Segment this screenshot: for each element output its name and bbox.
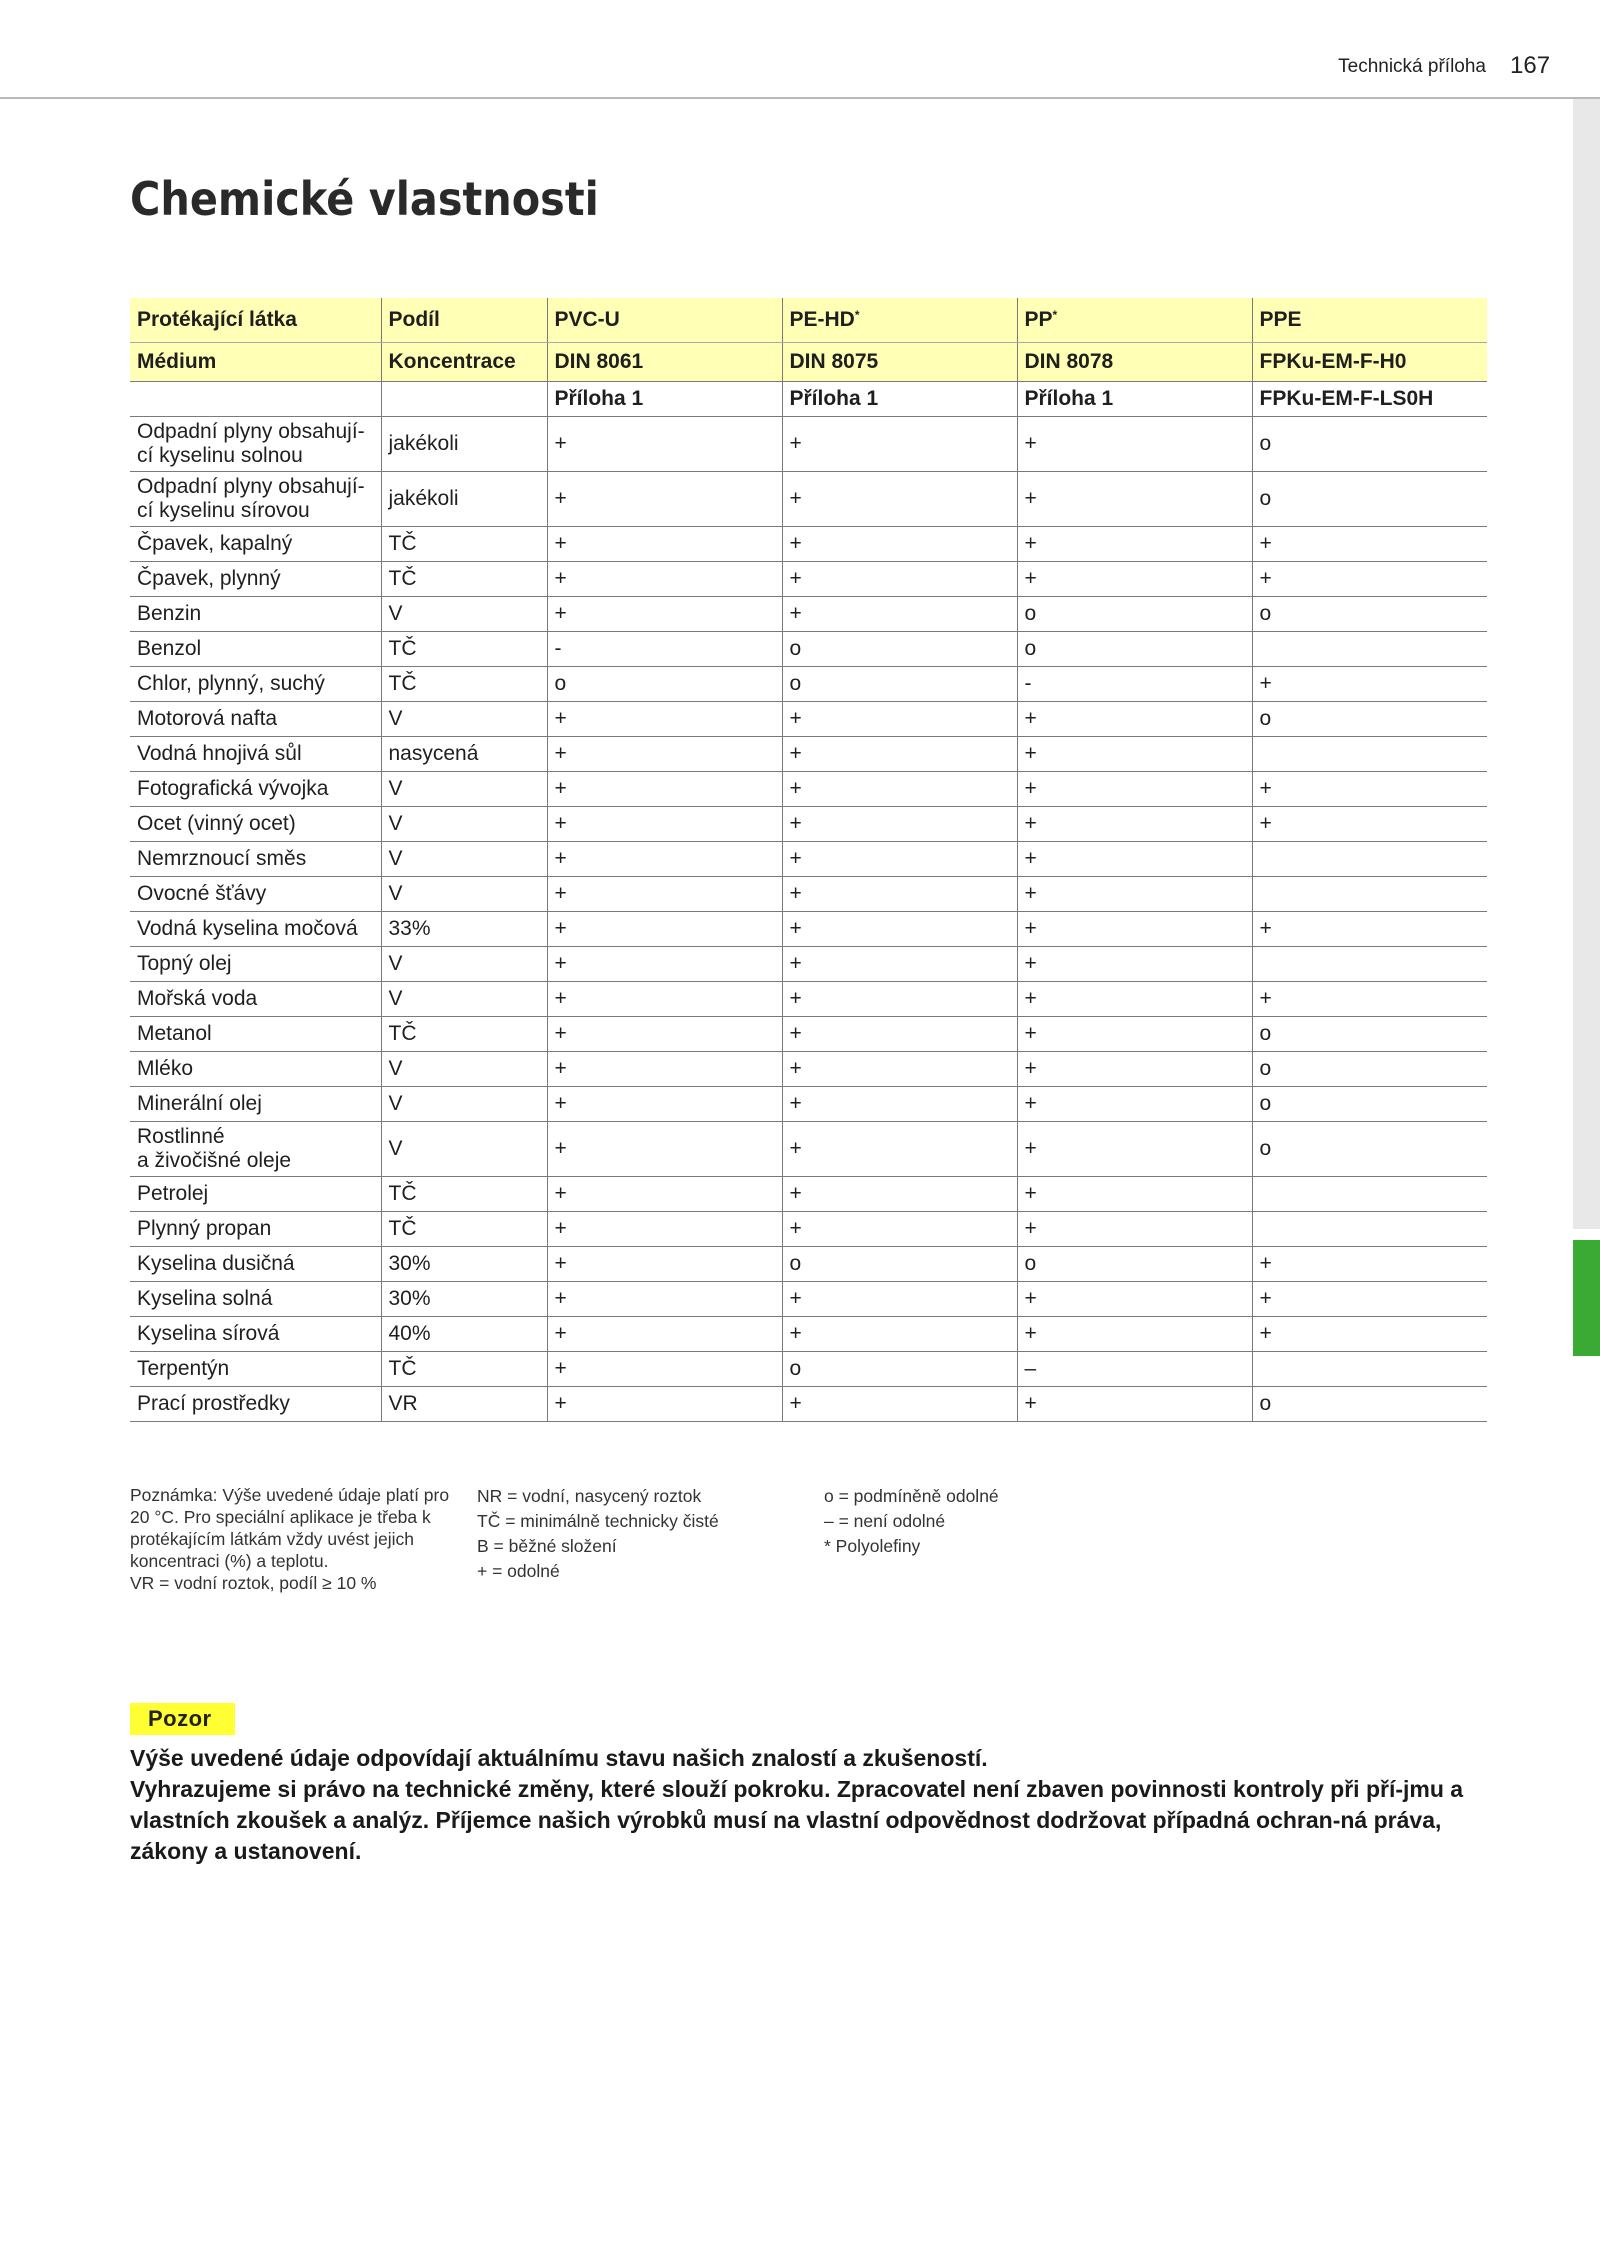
concentration-cell: TČ (381, 1212, 547, 1247)
medium-cell: Nemrznoucí směs (130, 842, 381, 877)
pehd-cell: + (782, 1317, 1017, 1352)
pvcu-cell: o (547, 667, 782, 702)
pvcu-cell: + (547, 947, 782, 982)
table-row (130, 1212, 1487, 1247)
legend-item: B = běžné složení (477, 1536, 617, 1556)
pvcu-cell: + (547, 807, 782, 842)
table-row (130, 947, 1487, 982)
ppe-cell (1252, 877, 1487, 912)
ppe-cell: o (1252, 417, 1487, 472)
pehd-cell: + (782, 417, 1017, 472)
medium-cell: Odpadní plyny obsahují- cí kyselinu sírovou (130, 472, 381, 527)
pvcu-cell: + (547, 1212, 782, 1247)
medium-cell: Kyselina sírová (130, 1317, 381, 1352)
medium-cell: Kyselina solná (130, 1282, 381, 1317)
concentration-cell: V (381, 1087, 547, 1122)
pehd-cell: + (782, 912, 1017, 947)
header-cell (381, 382, 547, 417)
table-row (130, 807, 1487, 842)
header-cell (1017, 298, 1252, 343)
pehd-cell: + (782, 1122, 1017, 1177)
pehd-cell: + (782, 527, 1017, 562)
pp-cell: + (1017, 912, 1252, 947)
pvcu-cell: + (547, 877, 782, 912)
ppe-cell: o (1252, 1087, 1487, 1122)
pvcu-cell: + (547, 982, 782, 1017)
table-header-row (130, 298, 1487, 343)
concentration-cell: V (381, 842, 547, 877)
concentration-cell: V (381, 772, 547, 807)
chemical-properties-table (130, 298, 1487, 1422)
ppe-cell: + (1252, 667, 1487, 702)
medium-cell: Ocet (vinný ocet) (130, 807, 381, 842)
concentration-cell: VR (381, 1387, 547, 1422)
header-rule (0, 97, 1600, 99)
legend-item: – = není odolné (824, 1511, 946, 1531)
ppe-cell: o (1252, 472, 1487, 527)
ppe-cell: + (1252, 807, 1487, 842)
warning-text (130, 1743, 1490, 1867)
ppe-cell: + (1252, 912, 1487, 947)
pehd-cell: + (782, 472, 1017, 527)
concentration-cell: V (381, 982, 547, 1017)
warning-line: Vyhrazujeme si právo na technické změny, které slouží pokroku. Zpracovatel není zbaven povinnosti kontroly při pří-jmu a vlastních zkoušek a analýz. Příjemce našich výrobků musí na vlastní odpovědnost dodržovat případná ochran-ná práva, zákony a ustanovení. (130, 1776, 1464, 1864)
concentration-cell: V (381, 877, 547, 912)
pp-cell: o (1017, 632, 1252, 667)
pvcu-cell: + (547, 1317, 782, 1352)
ppe-cell: + (1252, 982, 1487, 1017)
ppe-cell (1252, 842, 1487, 877)
table-header-row (130, 382, 1487, 417)
pp-cell: + (1017, 772, 1252, 807)
pp-cell: + (1017, 562, 1252, 597)
concentration-cell: TČ (381, 667, 547, 702)
page-title: Chemické vlastnosti (130, 172, 599, 226)
table-row (130, 597, 1487, 632)
header-cell-text: PP (1024, 308, 1053, 331)
pp-cell: + (1017, 947, 1252, 982)
pvcu-cell: - (547, 632, 782, 667)
table-row (130, 1087, 1487, 1122)
pvcu-cell: + (547, 1052, 782, 1087)
ppe-cell: o (1252, 1122, 1487, 1177)
page-number: 167 (1510, 52, 1551, 79)
medium-cell: Metanol (130, 1017, 381, 1052)
header-cell: Příloha 1 (782, 382, 1017, 417)
pehd-cell: o (782, 632, 1017, 667)
pehd-cell: o (782, 1352, 1017, 1387)
pehd-cell: + (782, 1177, 1017, 1212)
header-cell: DIN 8075 (782, 343, 1017, 382)
header-cell: Koncentrace (381, 343, 547, 382)
legend-item: + = odolné (477, 1561, 560, 1581)
ppe-cell (1252, 1352, 1487, 1387)
table-row (130, 1052, 1487, 1087)
table-header-row (130, 343, 1487, 382)
pehd-cell: + (782, 702, 1017, 737)
pehd-cell: + (782, 1387, 1017, 1422)
pvcu-cell: + (547, 1387, 782, 1422)
table-row (130, 912, 1487, 947)
medium-cell: Prací prostředky (130, 1387, 381, 1422)
concentration-cell: jakékoli (381, 472, 547, 527)
pehd-cell: + (782, 842, 1017, 877)
pp-cell: + (1017, 737, 1252, 772)
table-row (130, 562, 1487, 597)
pvcu-cell: + (547, 597, 782, 632)
footnote-mark: * (854, 308, 860, 322)
pvcu-cell: + (547, 1247, 782, 1282)
concentration-cell: nasycená (381, 737, 547, 772)
concentration-cell: 40% (381, 1317, 547, 1352)
ppe-cell: + (1252, 527, 1487, 562)
note-text: VR = vodní roztok, podíl ≥ 10 % (130, 1573, 377, 1593)
pvcu-cell: + (547, 562, 782, 597)
table-row (130, 1247, 1487, 1282)
concentration-cell: V (381, 702, 547, 737)
ppe-cell: + (1252, 772, 1487, 807)
table-row (130, 982, 1487, 1017)
header-cell: PPE (1252, 298, 1487, 343)
pehd-cell: + (782, 562, 1017, 597)
pp-cell: + (1017, 1052, 1252, 1087)
pvcu-cell: + (547, 737, 782, 772)
table-row (130, 417, 1487, 472)
pp-cell: + (1017, 807, 1252, 842)
table-row (130, 772, 1487, 807)
ppe-cell: o (1252, 597, 1487, 632)
table-row (130, 1122, 1487, 1177)
medium-cell: Benzin (130, 597, 381, 632)
header-cell-text: PE-HD (789, 308, 855, 331)
ppe-cell: o (1252, 1017, 1487, 1052)
concentration-cell: 30% (381, 1282, 547, 1317)
concentration-cell: TČ (381, 1177, 547, 1212)
pehd-cell: + (782, 597, 1017, 632)
pp-cell: + (1017, 1317, 1252, 1352)
ppe-cell: o (1252, 1052, 1487, 1087)
table-row (130, 1352, 1487, 1387)
side-thumb-bar (1573, 99, 1600, 1229)
ppe-cell: + (1252, 1317, 1487, 1352)
pehd-cell: + (782, 807, 1017, 842)
pehd-cell: + (782, 1282, 1017, 1317)
pvcu-cell: + (547, 472, 782, 527)
legend-item: TČ = minimálně technicky čisté (477, 1511, 719, 1531)
pvcu-cell: + (547, 912, 782, 947)
concentration-cell: TČ (381, 1352, 547, 1387)
pp-cell: + (1017, 1282, 1252, 1317)
table-row (130, 877, 1487, 912)
pp-cell: + (1017, 527, 1252, 562)
table-row (130, 1387, 1487, 1422)
table-row (130, 1317, 1487, 1352)
pehd-cell: + (782, 737, 1017, 772)
table-row (130, 737, 1487, 772)
concentration-cell: TČ (381, 562, 547, 597)
pvcu-cell: + (547, 1177, 782, 1212)
pvcu-cell: + (547, 1352, 782, 1387)
ppe-cell (1252, 1177, 1487, 1212)
pehd-cell: + (782, 1052, 1017, 1087)
header-cell: Podíl (381, 298, 547, 343)
medium-cell: Petrolej (130, 1177, 381, 1212)
medium-cell: Benzol (130, 632, 381, 667)
concentration-cell: TČ (381, 632, 547, 667)
pvcu-cell: + (547, 702, 782, 737)
concentration-cell: V (381, 947, 547, 982)
pehd-cell: + (782, 982, 1017, 1017)
medium-cell: Čpavek, plynný (130, 562, 381, 597)
pp-cell: + (1017, 702, 1252, 737)
pp-cell: + (1017, 1212, 1252, 1247)
table-row (130, 472, 1487, 527)
header-cell: DIN 8078 (1017, 343, 1252, 382)
pp-cell: + (1017, 1387, 1252, 1422)
pehd-cell: o (782, 667, 1017, 702)
ppe-cell: + (1252, 562, 1487, 597)
table-row (130, 842, 1487, 877)
pp-cell: + (1017, 472, 1252, 527)
pp-cell: + (1017, 417, 1252, 472)
ppe-cell (1252, 947, 1487, 982)
medium-cell: Topný olej (130, 947, 381, 982)
header-cell: Příloha 1 (547, 382, 782, 417)
pehd-cell: o (782, 1247, 1017, 1282)
medium-cell: Kyselina dusičná (130, 1247, 381, 1282)
table-row (130, 527, 1487, 562)
footnote-mark: * (1052, 308, 1058, 322)
pp-cell: o (1017, 597, 1252, 632)
medium-cell: Mléko (130, 1052, 381, 1087)
table-row (130, 667, 1487, 702)
ppe-cell: + (1252, 1282, 1487, 1317)
header-cell: FPKu-EM-F-LS0H (1252, 382, 1487, 417)
table-row (130, 632, 1487, 667)
medium-cell: Plynný propan (130, 1212, 381, 1247)
pehd-cell: + (782, 1017, 1017, 1052)
ppe-cell: + (1252, 1247, 1487, 1282)
pp-cell: o (1017, 1247, 1252, 1282)
medium-cell: Mořská voda (130, 982, 381, 1017)
pp-cell: + (1017, 1177, 1252, 1212)
concentration-cell: TČ (381, 1017, 547, 1052)
table-row (130, 1282, 1487, 1317)
header-cell: Protékající látka (130, 298, 381, 343)
pehd-cell: + (782, 877, 1017, 912)
legend-item: * Polyolefiny (824, 1536, 921, 1556)
header-cell: PVC-U (547, 298, 782, 343)
warning-label: Pozor (130, 1703, 235, 1735)
medium-cell: Vodná kyselina močová (130, 912, 381, 947)
concentration-cell: TČ (381, 527, 547, 562)
medium-cell: Minerální olej (130, 1087, 381, 1122)
pp-cell: + (1017, 1122, 1252, 1177)
legend-item: o = podmíněně odolné (824, 1486, 999, 1506)
concentration-cell: 33% (381, 912, 547, 947)
medium-cell: Terpentýn (130, 1352, 381, 1387)
header-cell: Médium (130, 343, 381, 382)
warning-line: Výše uvedené údaje odpovídají aktuálnímu stavu našich znalostí a zkušeností. (130, 1745, 988, 1771)
ppe-cell (1252, 1212, 1487, 1247)
concentration-cell: 30% (381, 1247, 547, 1282)
medium-cell: Čpavek, kapalný (130, 527, 381, 562)
legend-item: NR = vodní, nasycený roztok (477, 1486, 702, 1506)
concentration-cell: jakékoli (381, 417, 547, 472)
ppe-cell (1252, 632, 1487, 667)
header-cell: FPKu-EM-F-H0 (1252, 343, 1487, 382)
pvcu-cell: + (547, 527, 782, 562)
medium-cell: Fotografická vývojka (130, 772, 381, 807)
table-row (130, 702, 1487, 737)
pvcu-cell: + (547, 772, 782, 807)
table-row (130, 1017, 1487, 1052)
pp-cell: + (1017, 842, 1252, 877)
header-section-title: Technická příloha (1338, 56, 1486, 77)
pp-cell: + (1017, 1017, 1252, 1052)
medium-cell: Motorová nafta (130, 702, 381, 737)
header-cell (130, 382, 381, 417)
concentration-cell: V (381, 1122, 547, 1177)
header-cell: DIN 8061 (547, 343, 782, 382)
pehd-cell: + (782, 947, 1017, 982)
pvcu-cell: + (547, 1017, 782, 1052)
ppe-cell: o (1252, 1387, 1487, 1422)
pp-cell: - (1017, 667, 1252, 702)
medium-cell: Ovocné šťávy (130, 877, 381, 912)
pvcu-cell: + (547, 1122, 782, 1177)
ppe-cell (1252, 737, 1487, 772)
concentration-cell: V (381, 1052, 547, 1087)
medium-cell: Rostlinné a živočišné oleje (130, 1122, 381, 1177)
concentration-cell: V (381, 807, 547, 842)
pvcu-cell: + (547, 842, 782, 877)
ppe-cell: o (1252, 702, 1487, 737)
pp-cell: + (1017, 1087, 1252, 1122)
note-text: Poznámka: Výše uvedené údaje platí pro 20 °C. Pro speciální aplikace je třeba k protékajícím látkám vždy uvést jejich koncentraci (%) a teplotu. (130, 1485, 450, 1571)
medium-cell: Odpadní plyny obsahují- cí kyselinu solnou (130, 417, 381, 472)
pvcu-cell: + (547, 1087, 782, 1122)
header-cell (782, 298, 1017, 343)
pp-cell: – (1017, 1352, 1252, 1387)
notes-column-1 (130, 1484, 460, 1594)
side-chapter-tab (1573, 1240, 1600, 1356)
pvcu-cell: + (547, 1282, 782, 1317)
table-row (130, 1177, 1487, 1212)
header-cell: Příloha 1 (1017, 382, 1252, 417)
notes-column-3 (824, 1484, 999, 1559)
medium-cell: Vodná hnojivá sůl (130, 737, 381, 772)
pp-cell: + (1017, 982, 1252, 1017)
medium-cell: Chlor, plynný, suchý (130, 667, 381, 702)
notes-column-2 (477, 1484, 719, 1584)
pehd-cell: + (782, 1212, 1017, 1247)
pehd-cell: + (782, 1087, 1017, 1122)
pvcu-cell: + (547, 417, 782, 472)
pehd-cell: + (782, 772, 1017, 807)
pp-cell: + (1017, 877, 1252, 912)
concentration-cell: V (381, 597, 547, 632)
